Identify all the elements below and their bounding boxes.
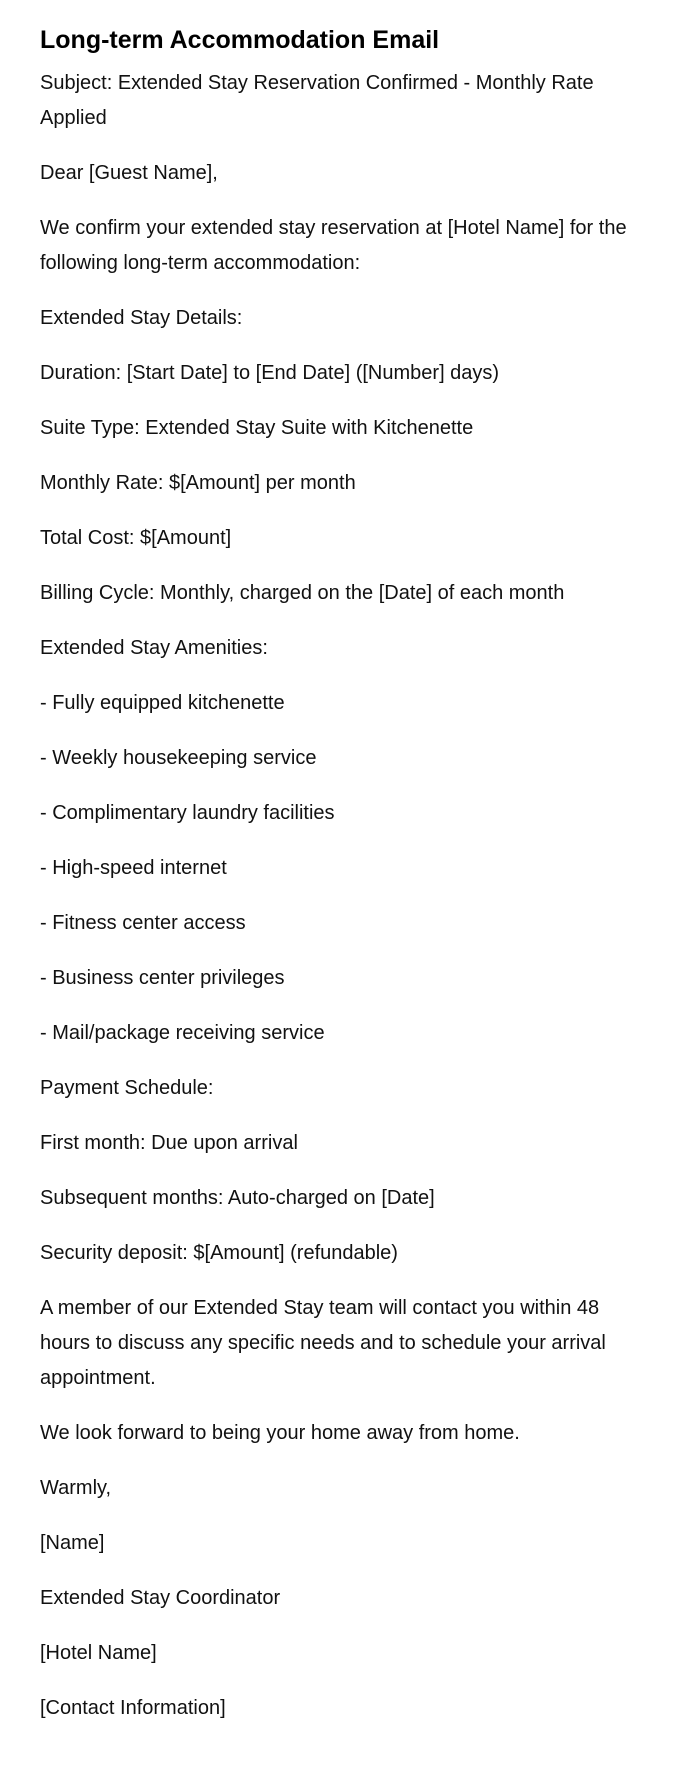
detail-duration: Duration: [Start Date] to [End Date] ([Number] days) xyxy=(40,362,500,384)
payment-subsequent-months: Subsequent months: Auto-charged on [Date] xyxy=(40,1187,435,1209)
detail-monthly-rate: Monthly Rate: $[Amount] per month xyxy=(40,472,356,494)
greeting: Dear [Guest Name], xyxy=(40,162,218,184)
contact-paragraph: A member of our Extended Stay team will contact you within 48 hours to discuss any specific needs and to schedule your arrival appointment. xyxy=(40,1297,606,1389)
amenity-item: - High-speed internet xyxy=(40,857,227,879)
document-title: Long-term Accommodation Email xyxy=(40,26,440,54)
amenity-item: - Mail/package receiving service xyxy=(40,1022,325,1044)
signature-role: Extended Stay Coordinator xyxy=(40,1587,281,1609)
signature-contact: [Contact Information] xyxy=(40,1697,226,1719)
amenity-item: - Fully equipped kitchenette xyxy=(40,692,285,714)
intro-paragraph: We confirm your extended stay reservation at [Hotel Name] for the following long-term accommodation: xyxy=(40,217,627,274)
detail-total-cost: Total Cost: $[Amount] xyxy=(40,527,232,549)
detail-suite-type: Suite Type: Extended Stay Suite with Kitchenette xyxy=(40,417,474,439)
closing-paragraph: We look forward to being your home away from home. xyxy=(40,1422,520,1444)
amenity-item: - Complimentary laundry facilities xyxy=(40,802,335,824)
amenity-item: - Business center privileges xyxy=(40,967,285,989)
signature-name: [Name] xyxy=(40,1532,105,1554)
sign-off: Warmly, xyxy=(40,1477,112,1499)
payment-security-deposit: Security deposit: $[Amount] (refundable) xyxy=(40,1242,398,1264)
section-heading-amenities: Extended Stay Amenities: xyxy=(40,637,268,659)
amenity-item: - Weekly housekeeping service xyxy=(40,747,317,769)
subject-line: Subject: Extended Stay Reservation Confirmed - Monthly Rate Applied xyxy=(40,72,594,129)
section-heading-payment: Payment Schedule: xyxy=(40,1077,214,1099)
payment-first-month: First month: Due upon arrival xyxy=(40,1132,298,1154)
detail-billing-cycle: Billing Cycle: Monthly, charged on the [Date] of each month xyxy=(40,582,565,604)
signature-hotel: [Hotel Name] xyxy=(40,1642,157,1664)
section-heading-details: Extended Stay Details: xyxy=(40,307,243,329)
amenity-item: - Fitness center access xyxy=(40,912,246,934)
